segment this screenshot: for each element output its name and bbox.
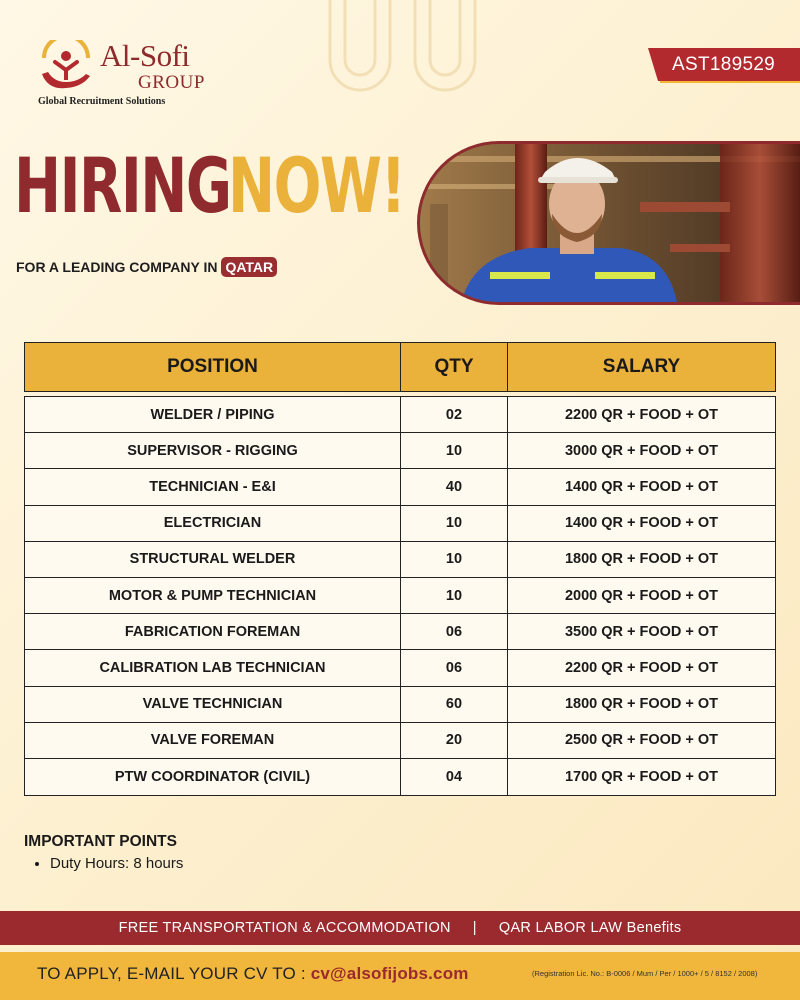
headline: [14, 136, 405, 236]
position-cell: SUPERVISOR - RIGGING: [25, 433, 401, 468]
table-row: [25, 506, 775, 542]
position-cell: CALIBRATION LAB TECHNICIAN: [25, 650, 401, 685]
header-position: POSITION: [25, 343, 401, 391]
table-header: [24, 342, 776, 392]
header-salary: SALARY: [602, 356, 681, 377]
apply-text: [37, 964, 469, 984]
salary-cell: 3500 QR + FOOD + OT: [564, 623, 719, 640]
position-cell: FABRICATION FOREMAN: [25, 614, 401, 649]
position-cell: VALVE FOREMAN: [25, 723, 401, 758]
table-row: [25, 723, 775, 759]
table-row: [25, 687, 775, 723]
logo-group: GROUP: [138, 72, 205, 93]
salary-cell: 1800 QR + FOOD + OT: [564, 551, 719, 568]
header-qty: QTY: [401, 343, 508, 391]
salary-cell: 1400 QR + FOOD + OT: [564, 478, 719, 495]
apply-email-link[interactable]: cv@alsofijobs.com: [310, 964, 469, 983]
reference-code: AST189529: [672, 54, 776, 75]
qty-cell: 40: [401, 469, 508, 504]
apply-label: TO APPLY, E-MAIL YOUR CV TO :: [37, 964, 311, 983]
positions-table: [24, 396, 776, 796]
qty-cell: 06: [401, 614, 508, 649]
qty-cell: 10: [401, 506, 508, 541]
salary-cell: 2200 QR + FOOD + OT: [564, 659, 719, 676]
company-logo: [38, 38, 205, 110]
position-cell: STRUCTURAL WELDER: [25, 542, 401, 577]
position-cell: PTW COORDINATOR (CIVIL): [25, 759, 401, 795]
table-row: [25, 542, 775, 578]
logo-name: Al-Sofi: [100, 38, 190, 73]
qty-cell: 10: [401, 542, 508, 577]
position-cell: VALVE TECHNICIAN: [25, 687, 401, 722]
subheading: [16, 257, 277, 277]
position-cell: WELDER / PIPING: [25, 397, 401, 432]
table-row: [25, 469, 775, 505]
table-row: [25, 759, 775, 795]
logo-hand-person-icon: [38, 40, 94, 94]
important-points-list: [50, 854, 183, 874]
salary-cell: 2500 QR + FOOD + OT: [564, 732, 719, 749]
qty-cell: 10: [401, 578, 508, 613]
benefit-transport: FREE TRANSPORTATION & ACCOMMODATION: [118, 920, 451, 936]
salary-cell: 2200 QR + FOOD + OT: [564, 406, 719, 423]
benefit-labor-law: QAR LABOR LAW Benefits: [498, 920, 682, 936]
salary-cell: 1400 QR + FOOD + OT: [564, 515, 719, 532]
important-points-title: IMPORTANT POINTS: [24, 833, 177, 850]
benefits-bar: [0, 911, 800, 945]
table-row: [25, 433, 775, 469]
table-row: [25, 650, 775, 686]
table-row: [25, 397, 775, 433]
worker-illustration: [420, 144, 800, 305]
registration-number: (Registration Lic. No.: B-0006 / Mum / Per / 1000+ / 5 / 8152 / 2008): [532, 969, 758, 978]
position-cell: TECHNICIAN - E&I: [25, 469, 401, 504]
salary-cell: 1700 QR + FOOD + OT: [564, 768, 719, 785]
country-badge: QATAR: [221, 257, 277, 277]
headline-hiring: HIRING: [14, 141, 231, 230]
salary-cell: 1800 QR + FOOD + OT: [564, 696, 719, 713]
benefit-separator: |: [472, 920, 477, 936]
table-row: [25, 614, 775, 650]
headline-now: NOW!: [228, 141, 405, 230]
logo-tagline: Global Recruitment Solutions: [38, 96, 166, 107]
position-cell: MOTOR & PUMP TECHNICIAN: [25, 578, 401, 613]
decorative-arcs: [320, 0, 520, 110]
qty-cell: 04: [401, 759, 508, 795]
salary-cell: 2000 QR + FOOD + OT: [564, 587, 719, 604]
qty-cell: 20: [401, 723, 508, 758]
subheading-text: FOR A LEADING COMPANY IN: [16, 259, 218, 275]
qty-cell: 02: [401, 397, 508, 432]
qty-cell: 10: [401, 433, 508, 468]
worker-photo: [417, 141, 800, 305]
position-cell: ELECTRICIAN: [25, 506, 401, 541]
qty-cell: 06: [401, 650, 508, 685]
qty-cell: 60: [401, 687, 508, 722]
salary-cell: 3000 QR + FOOD + OT: [564, 442, 719, 459]
table-row: [25, 578, 775, 614]
list-item: • Duty Hours: 8 hours: [50, 854, 183, 874]
